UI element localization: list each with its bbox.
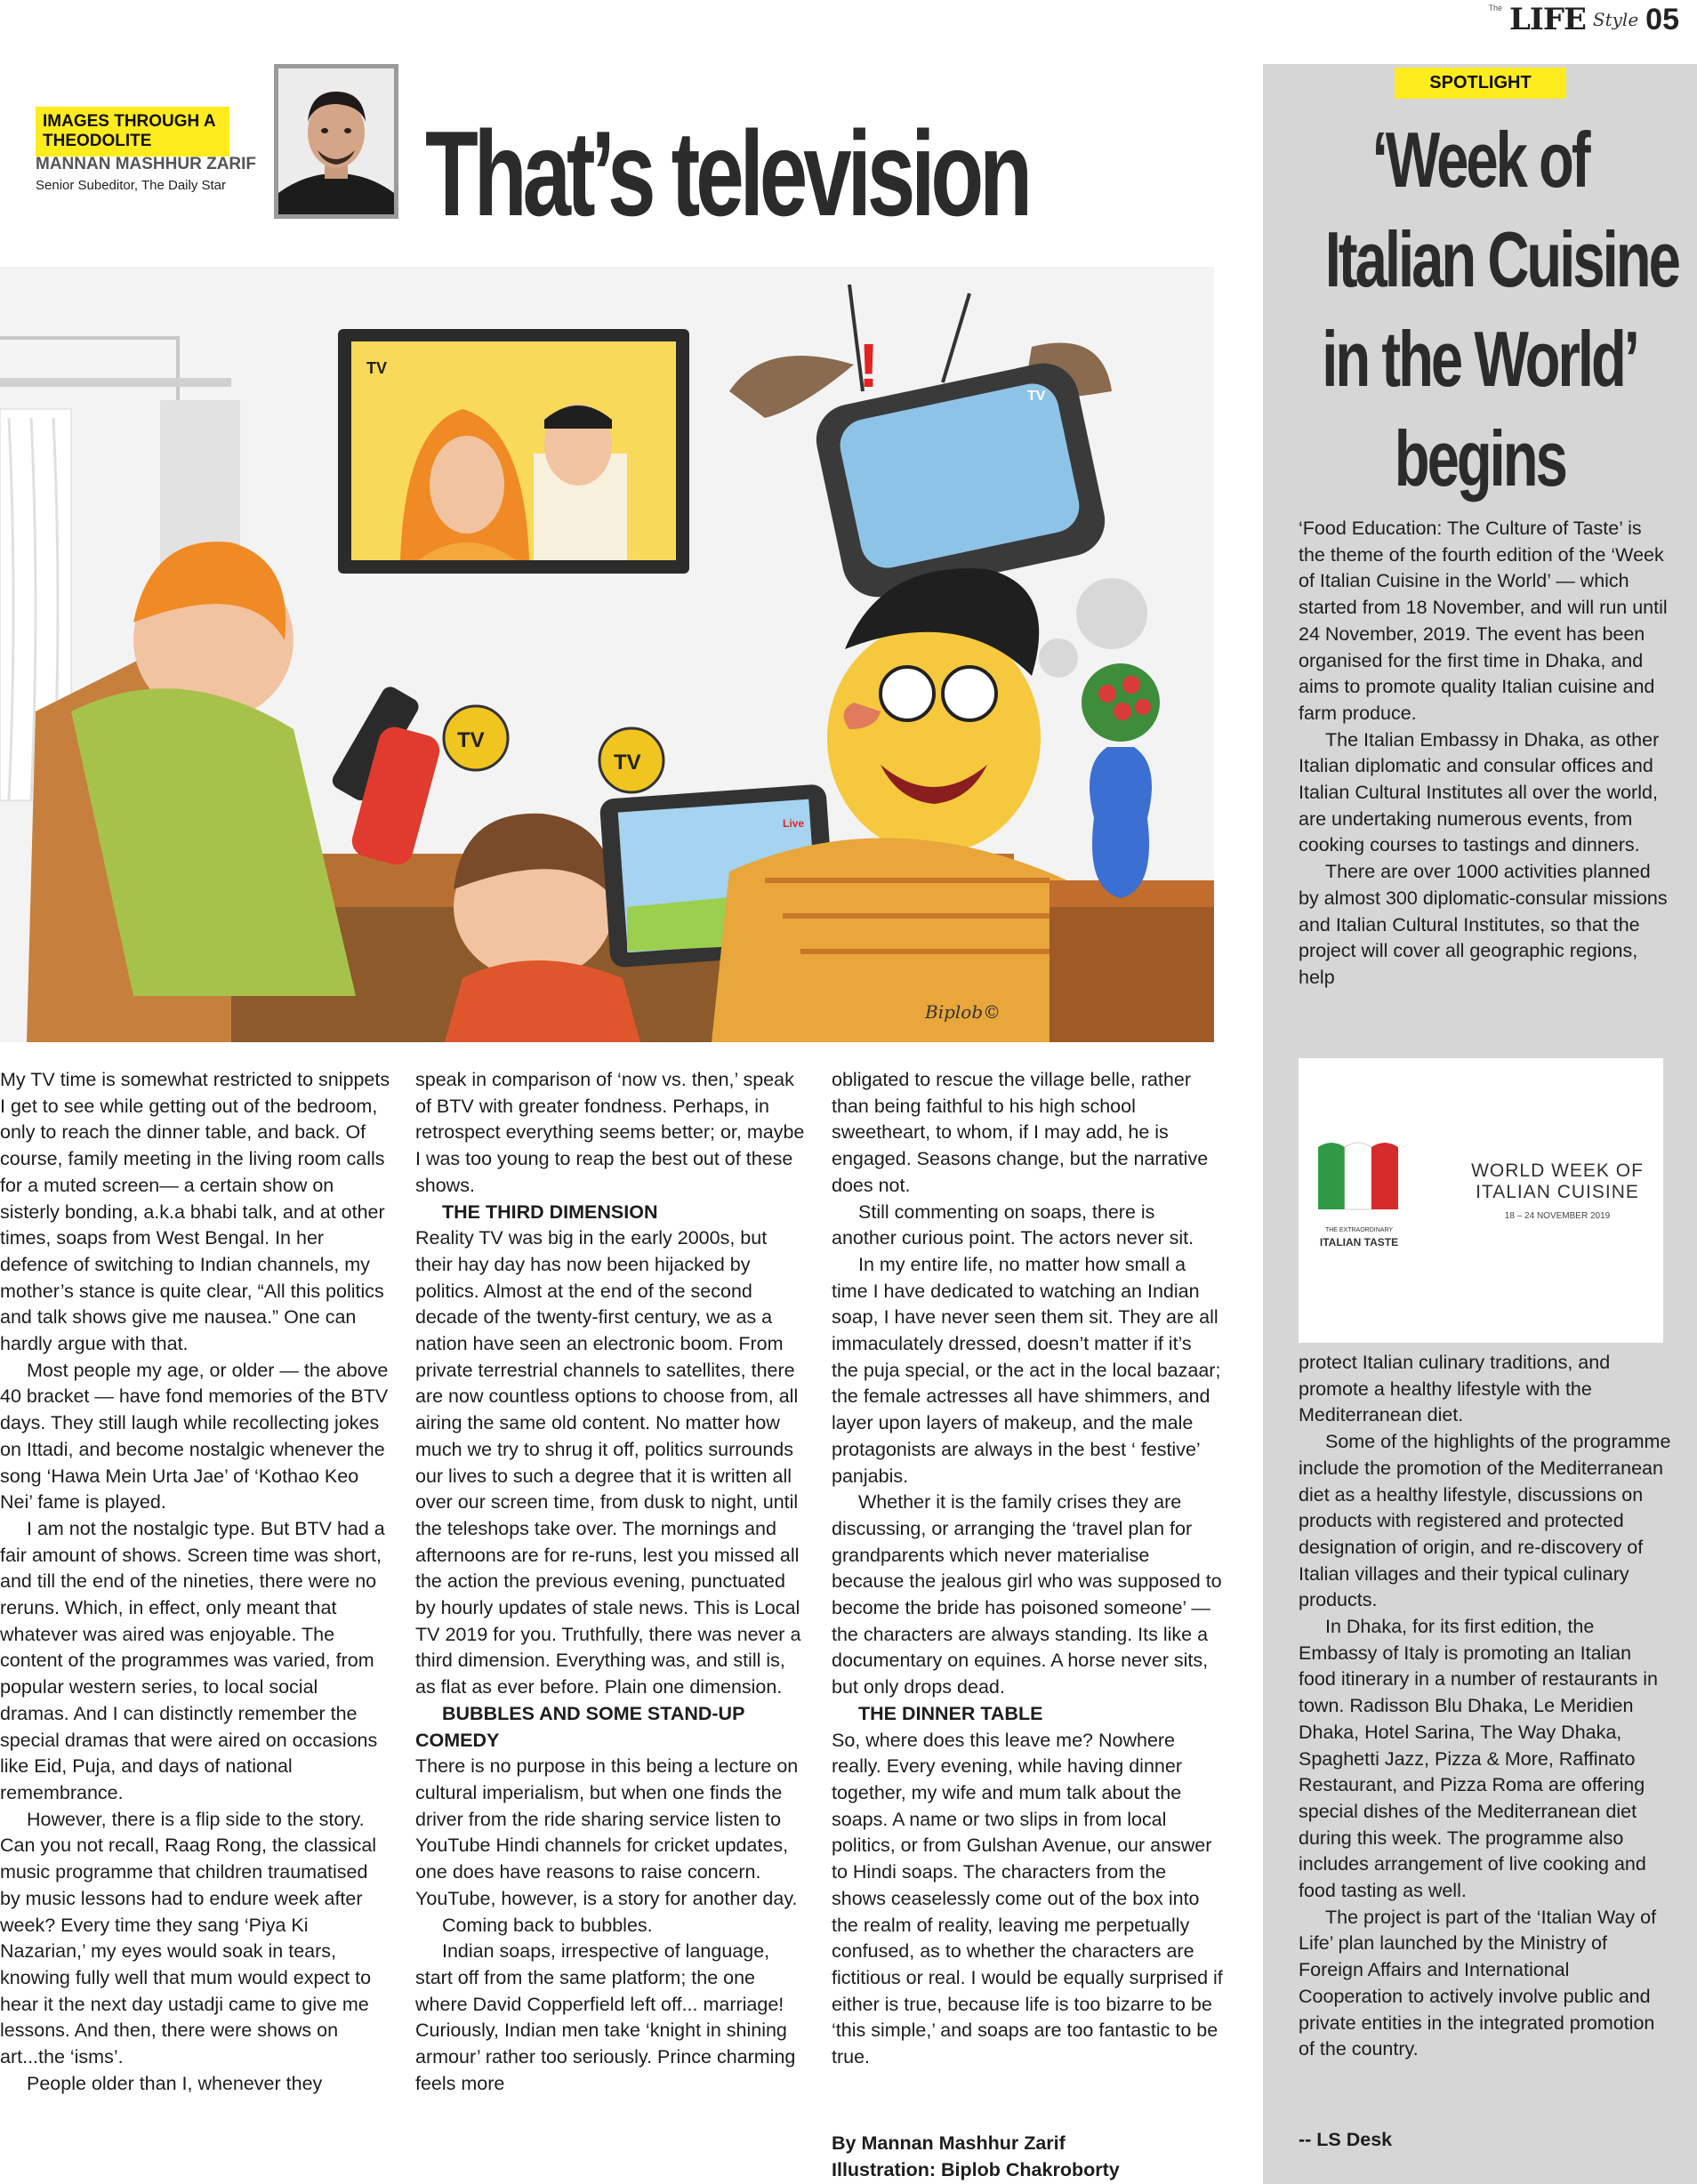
wall-tv-logo: TV <box>366 359 388 377</box>
paragraph: So, where does this leave me? Nowhere really. Every evening, while having dinner together, my wife and mum talk about the soaps. A name or two slips in from local politics, or from Gulshan Avenue, our answer to Hindi soaps. The characters from the shows ceaselessly come out of the box into the realm of reality, leaving me perpetually confused, as to whether the characters are fictitious or real. I would be equally surprised if either is true, because life is too bizarre to be ‘this simple,’ and soaps are too fantastic to be true. <box>832 1729 1223 2068</box>
exclamation-mark: ! <box>858 331 880 400</box>
paragraph: ‘Food Education: The Culture of Taste’ is the theme of the fourth edition of the ‘Week of Italian Cuisine in the World’ — which started from 18 November, and will run until 24 November, 2019. The event has been organised for the first time in Dhaka, and aims to promote quality Italian cuisine and farm produce. <box>1299 518 1668 724</box>
spotlight-kicker: SPOTLIGHT <box>1395 68 1566 99</box>
section-subhead: THE DINNER TABLE <box>858 1702 1043 1724</box>
article-column-2 <box>415 1067 807 2097</box>
cartoon-illustration <box>0 267 1214 1042</box>
sidebar-headline-line: Italian Cuisine <box>1324 215 1678 303</box>
byline-name: MANNAN MASHHUR ZARIF <box>36 155 257 173</box>
sidebar-headline-line: ‘Week of <box>1371 116 1588 204</box>
flying-tv-logo: TV <box>1027 389 1046 404</box>
paragraph: In Dhaka, for its first edition, the Embassy of Italy is promoting an Italian food itinerary in a number of restaurants in town. Radisson Blu Dhaka, Le Meridien Dhaka, Hotel Sarina, The Way Dhaka, Spaghetti Jazz, Pizza & More, Raffinato Restaurant, and Pizza Roma are offering special dishes of the Mediterranean diet during this week. The programme also includes arrangement of live cooking and food tasting as well. <box>1299 1616 1658 1902</box>
paragraph: The project is part of the ‘Italian Way of Life’ plan launched by the Ministry of Foreign Affairs and International Cooperation to actively involve public and private entities in the integrated promotion of the country. <box>1299 1906 1657 2060</box>
paragraph: Indian soaps, irrespective of language, start off from the same platform; the one where David Copperfield left off... marriage! Curiously, Indian men take ‘knight in shining armour’ rather too seriously. Prince charming feels more <box>415 1940 796 2094</box>
paragraph: I am not the nostalgic type. But BTV had a fair amount of shows. Screen time was short, and till the end of the nineties, there were no reruns. Which, in effect, only meant that whatever was aired was enjoyable. The content of the programmes was varied, from popular western series, to local social dramas. And I can distinctly remember the special dramas that were aired on occasions like Eid, Puja, and days of national remembrance. <box>0 1517 385 1803</box>
week-italian-cuisine-logo <box>1299 1058 1663 1343</box>
tv-badge-1: TV <box>457 728 485 752</box>
credit-illustrator: Illustration: Biplob Chakroborty <box>832 2158 1120 2180</box>
page-number: 05 <box>1645 2 1679 36</box>
paragraph: Coming back to bubbles. <box>442 1914 653 1936</box>
sidebar-headline <box>1263 110 1697 509</box>
tv-badge-2: TV <box>614 751 641 775</box>
page-folio <box>1489 0 1680 39</box>
folio-the: The <box>1488 4 1503 12</box>
tablet-live: Live <box>783 817 805 830</box>
logo-brand-text: ITALIAN TASTE <box>1319 1236 1399 1249</box>
paragraph: Most people my age, or older — the above 40 bracket — have fond memories of the BTV days. They still laugh while recollecting jokes on Ittadi, and become nostalgic whenever the song ‘Hawa Mein Urta Jae’ of ‘Kothao Keo Nei’ fame is played. <box>0 1359 389 1514</box>
paragraph: speak in comparison of ‘now vs. then,’ speak of BTV with greater fondness. Perhaps, in retrospect everything seems better; or, maybe I was too young to reap the best out of these shows. <box>415 1069 805 1196</box>
paragraph: However, there is a flip side to the story. Can you not recall, Raag Rong, the classical music programme that children traumatised by music lessons had to endure week after week? Every time they sang ‘Piya Ki Nazarian,’ my eyes would soak in tears, knowing fully well that mum would expect to hear it the next day ustadji came to give me lessons. And then, there were shows on art...the ‘isms’. <box>0 1808 377 2068</box>
paragraph: There is no purpose in this being a lecture on cultural imperialism, but when one finds the driver from the ride sharing service listen to YouTube Hindi channels for cricket updates, one does have reasons to raise concern. YouTube, however, is a story for another day. <box>415 1755 799 1909</box>
paragraph: The Italian Embassy in Dhaka, as other Italian diplomatic and consular offices and Italian Cultural Institutes all over the world, are undertaking numerous events, from cooking courses to tastings and dinners. <box>1299 728 1660 856</box>
paragraph: Some of the highlights of the programme include the promotion of the Mediterranean diet as a healthy lifestyle, discussions on products with registered and protected designation of origin, and re-discovery of Italian villages and their typical culinary products. <box>1299 1431 1671 1611</box>
wall-tv-icon <box>338 329 689 574</box>
sidebar-text-bottom <box>1299 1350 1672 2063</box>
sidebar-headline-line: begins <box>1394 414 1566 502</box>
section-subhead: THE THIRD DIMENSION <box>442 1200 658 1223</box>
sidebar-text-top <box>1299 516 1672 992</box>
paragraph: Still commenting on soaps, there is another curious point. The actors never sit. <box>832 1200 1194 1249</box>
article-column-1 <box>0 1067 391 2097</box>
paragraph: My TV time is somewhat restricted to snippets I get to see while getting out of the bedroom, only to reach the dinner table, and back. Of course, family meeting in the living room calls for a muted screen— a certain show on sisterly bonding, a.k.a bhabi talk, and at other times, soaps from West Bengal. In her defence of switching to Indian channels, my mother’s stance is quite clear, “All this politics and talk shows give me nausea.” One can hardly argue with that. <box>0 1069 390 1355</box>
paragraph: In my entire life, no matter how small a time I have dedicated to watching an Indian soap, I have never seen them sit. They are all immaculately dressed, doesn’t matter if it’s the puja special, or the act in the local bazaar; the female actresses all have shimmers, and layer upon layers of makeup, and the male protagonists are always in the best ‘ festive’ panjabis. <box>832 1253 1221 1487</box>
sidebar-headline-line: in the World’ <box>1322 315 1638 403</box>
logo-small-text: THE EXTRAORDINARY <box>1324 1227 1394 1233</box>
logo-title-line: ITALIAN CUISINE <box>1476 1182 1639 1202</box>
column-tag: IMAGES THROUGH A THEODOLITE <box>36 107 229 157</box>
sidebar-desk-credit: -- LS Desk <box>1299 2129 1393 2150</box>
paragraph: Whether it is the family crises they are discussing, or arranging the ‘travel plan for grandparents which never materialise because the jealous girl who was supposed to become the bride has poisoned someone’ — the characters are always standing. Its like a documentary on equines. A horse never sits, but only drops dead. <box>832 1491 1222 1698</box>
folio-style-logo: Style <box>1592 9 1639 30</box>
article-headline: That’s television <box>425 106 1028 241</box>
article-column-3 <box>832 1067 1223 2071</box>
byline-role: Senior Subeditor, The Daily Star <box>36 178 227 193</box>
logo-title <box>1457 1160 1658 1203</box>
folio-life-logo: LIFE <box>1509 2 1586 37</box>
paragraph: People older than I, whenever they <box>27 2072 323 2094</box>
author-portrait <box>274 64 398 219</box>
illustrator-signature: Biplob© <box>925 1001 1001 1023</box>
credit-author: By Mannan Mashhur Zarif <box>832 2132 1066 2154</box>
article-credits <box>832 2131 1120 2183</box>
paragraph: Reality TV was big in the early 2000s, but their hay day has now been hijacked by politics. Almost at the end of the second decade of the twenty-first century, we as a nation have seen an electronic boom. From private terrestrial channels to satellites, there are now countless options to choose from, all airing the same old content. No matter how much we try to shrug it off, politics surrounds our lives to such a degree that it is written all over our screen time, from dusk to night, until the teleshops take over. The mornings and afternoons are for re-runs, lest you missed all the action the previous evening, punctuated by hourly updates of stale news. This is Local TV 2019 for you. Truthfully, there was never a third dimension. Everything was, and still is, as flat as ever before. Plain one dimension. <box>415 1227 801 1698</box>
paragraph: There are over 1000 activities planned by almost 300 diplomatic-consular missions and Italian Cultural Institutes, so that the project will cover all geographic regions, help <box>1299 861 1668 988</box>
paragraph: obligated to rescue the village belle, rather than being faithful to his high school sweetheart, to whom, if I may add, he is engaged. Seasons change, but the narrative does not. <box>832 1069 1209 1196</box>
paragraph: protect Italian culinary traditions, and promote a healthy lifestyle with the Mediterranean diet. <box>1299 1352 1611 1426</box>
logo-dates: 18 – 24 NOVEMBER 2019 <box>1504 1211 1611 1221</box>
section-subhead: BUBBLES AND SOME STAND-UP COMEDY <box>415 1702 745 1751</box>
logo-title-line: WORLD WEEK OF <box>1471 1160 1644 1181</box>
